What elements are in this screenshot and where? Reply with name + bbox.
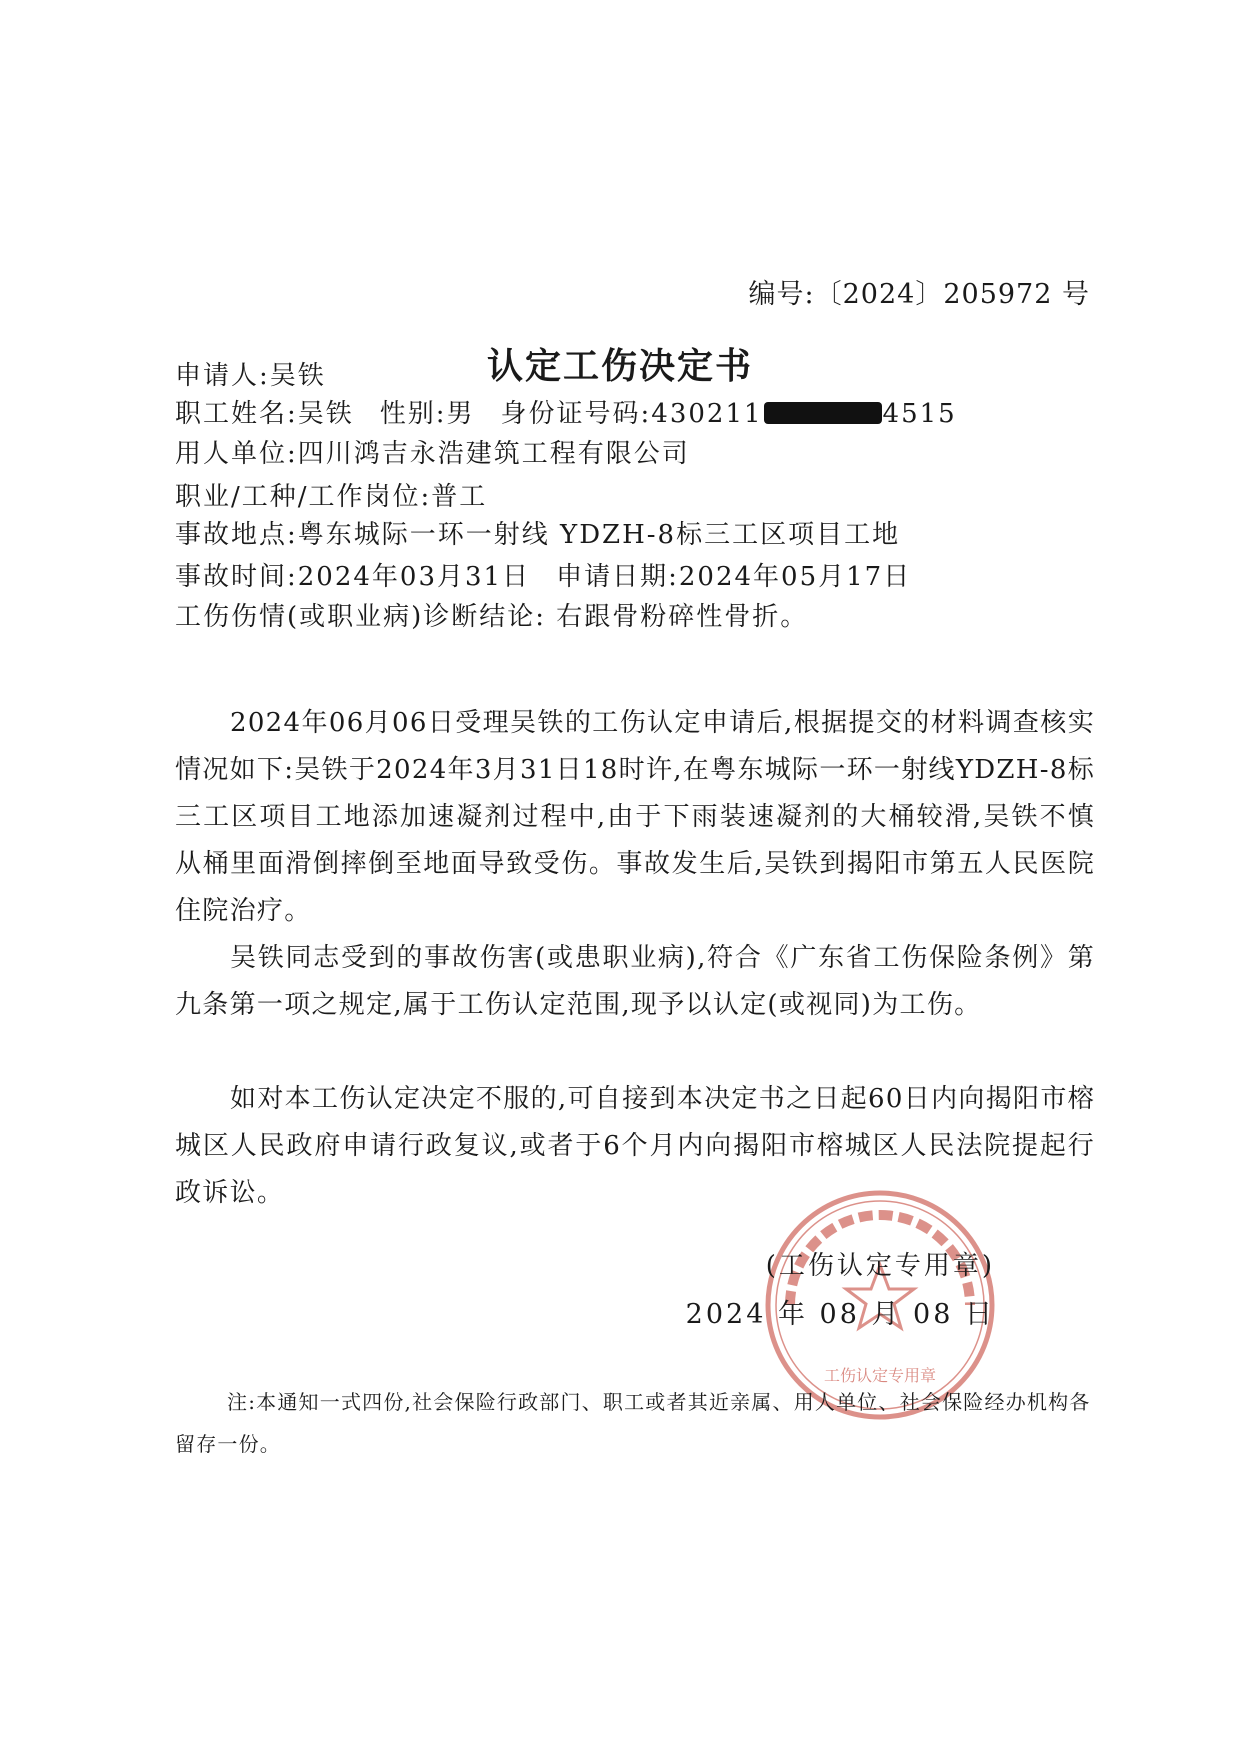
id-number-prefix: 身份证号码:430211 [500, 399, 763, 429]
id-number-suffix: 4515 [882, 399, 957, 429]
decision-paragraph: 吴铁同志受到的事故伤害(或患职业病),符合《广东省工伤保险条例》第九条第一项之规定,属于工伤认定范围,现予以认定(或视同)为工伤。 [175, 943, 1095, 1020]
gender: 性别:男 [379, 399, 475, 429]
diagnosis-line: 工伤伤情(或职业病)诊断结论: 右跟骨粉碎性骨折。 [175, 602, 809, 632]
document-title: 认定工伤决定书 [486, 346, 753, 387]
seal-inner-text: 工伤认定专用章 [823, 1366, 937, 1385]
seal-label: (工伤认定专用章) [765, 1251, 995, 1281]
employee-info-line [175, 393, 957, 430]
accident-date-line [175, 556, 911, 593]
employer-line: 用人单位:四川鸿吉永浩建筑工程有限公司 [175, 439, 690, 469]
application-date: 申请日期:2024年05月17日 [556, 562, 912, 592]
appeal-paragraph: 如对本工伤认定决定不服的,可自接到本决定书之日起60日内向揭阳市榕城区人民政府申请行政复议,或者于6个月内向揭阳市榕城区人民法院提起行政诉讼。 [175, 1084, 1095, 1208]
accident-location-line: 事故地点:粤东城际一环一射线 YDZH-8标三工区项目工地 [175, 520, 901, 550]
accident-time: 事故时间:2024年03月31日 [175, 562, 531, 592]
issue-date: 2024 年 08 月 08 日 [685, 1299, 995, 1330]
id-redaction-mark [764, 402, 882, 424]
applicant-line: 申请人:吴铁 [175, 361, 326, 391]
investigation-paragraph: 2024年06月06日受理吴铁的工伤认定申请后,根据提交的材料调查核实情况如下:吴铁于2024年3月31日18时许,在粤东城际一环一射线YDZH-8标三工区项目工地添加速凝剂过程中,由于下雨装速凝剂的大桶较滑,吴铁不慎从桶里面滑倒摔倒至地面导致受伤。事故发生后,吴铁到揭阳市第五人民医院住院治疗。 [175, 708, 1095, 926]
employee-name: 职工姓名:吴铁 [175, 399, 354, 429]
distribution-note: 注:本通知一式四份,社会保险行政部门、职工或者其近亲属、用人单位、社会保险经办机构各留存一份。 [175, 1390, 1091, 1456]
occupation-line: 职业/工种/工作岗位:普工 [175, 482, 488, 512]
document-number: 编号:〔2024〕205972 号 [748, 279, 1090, 310]
